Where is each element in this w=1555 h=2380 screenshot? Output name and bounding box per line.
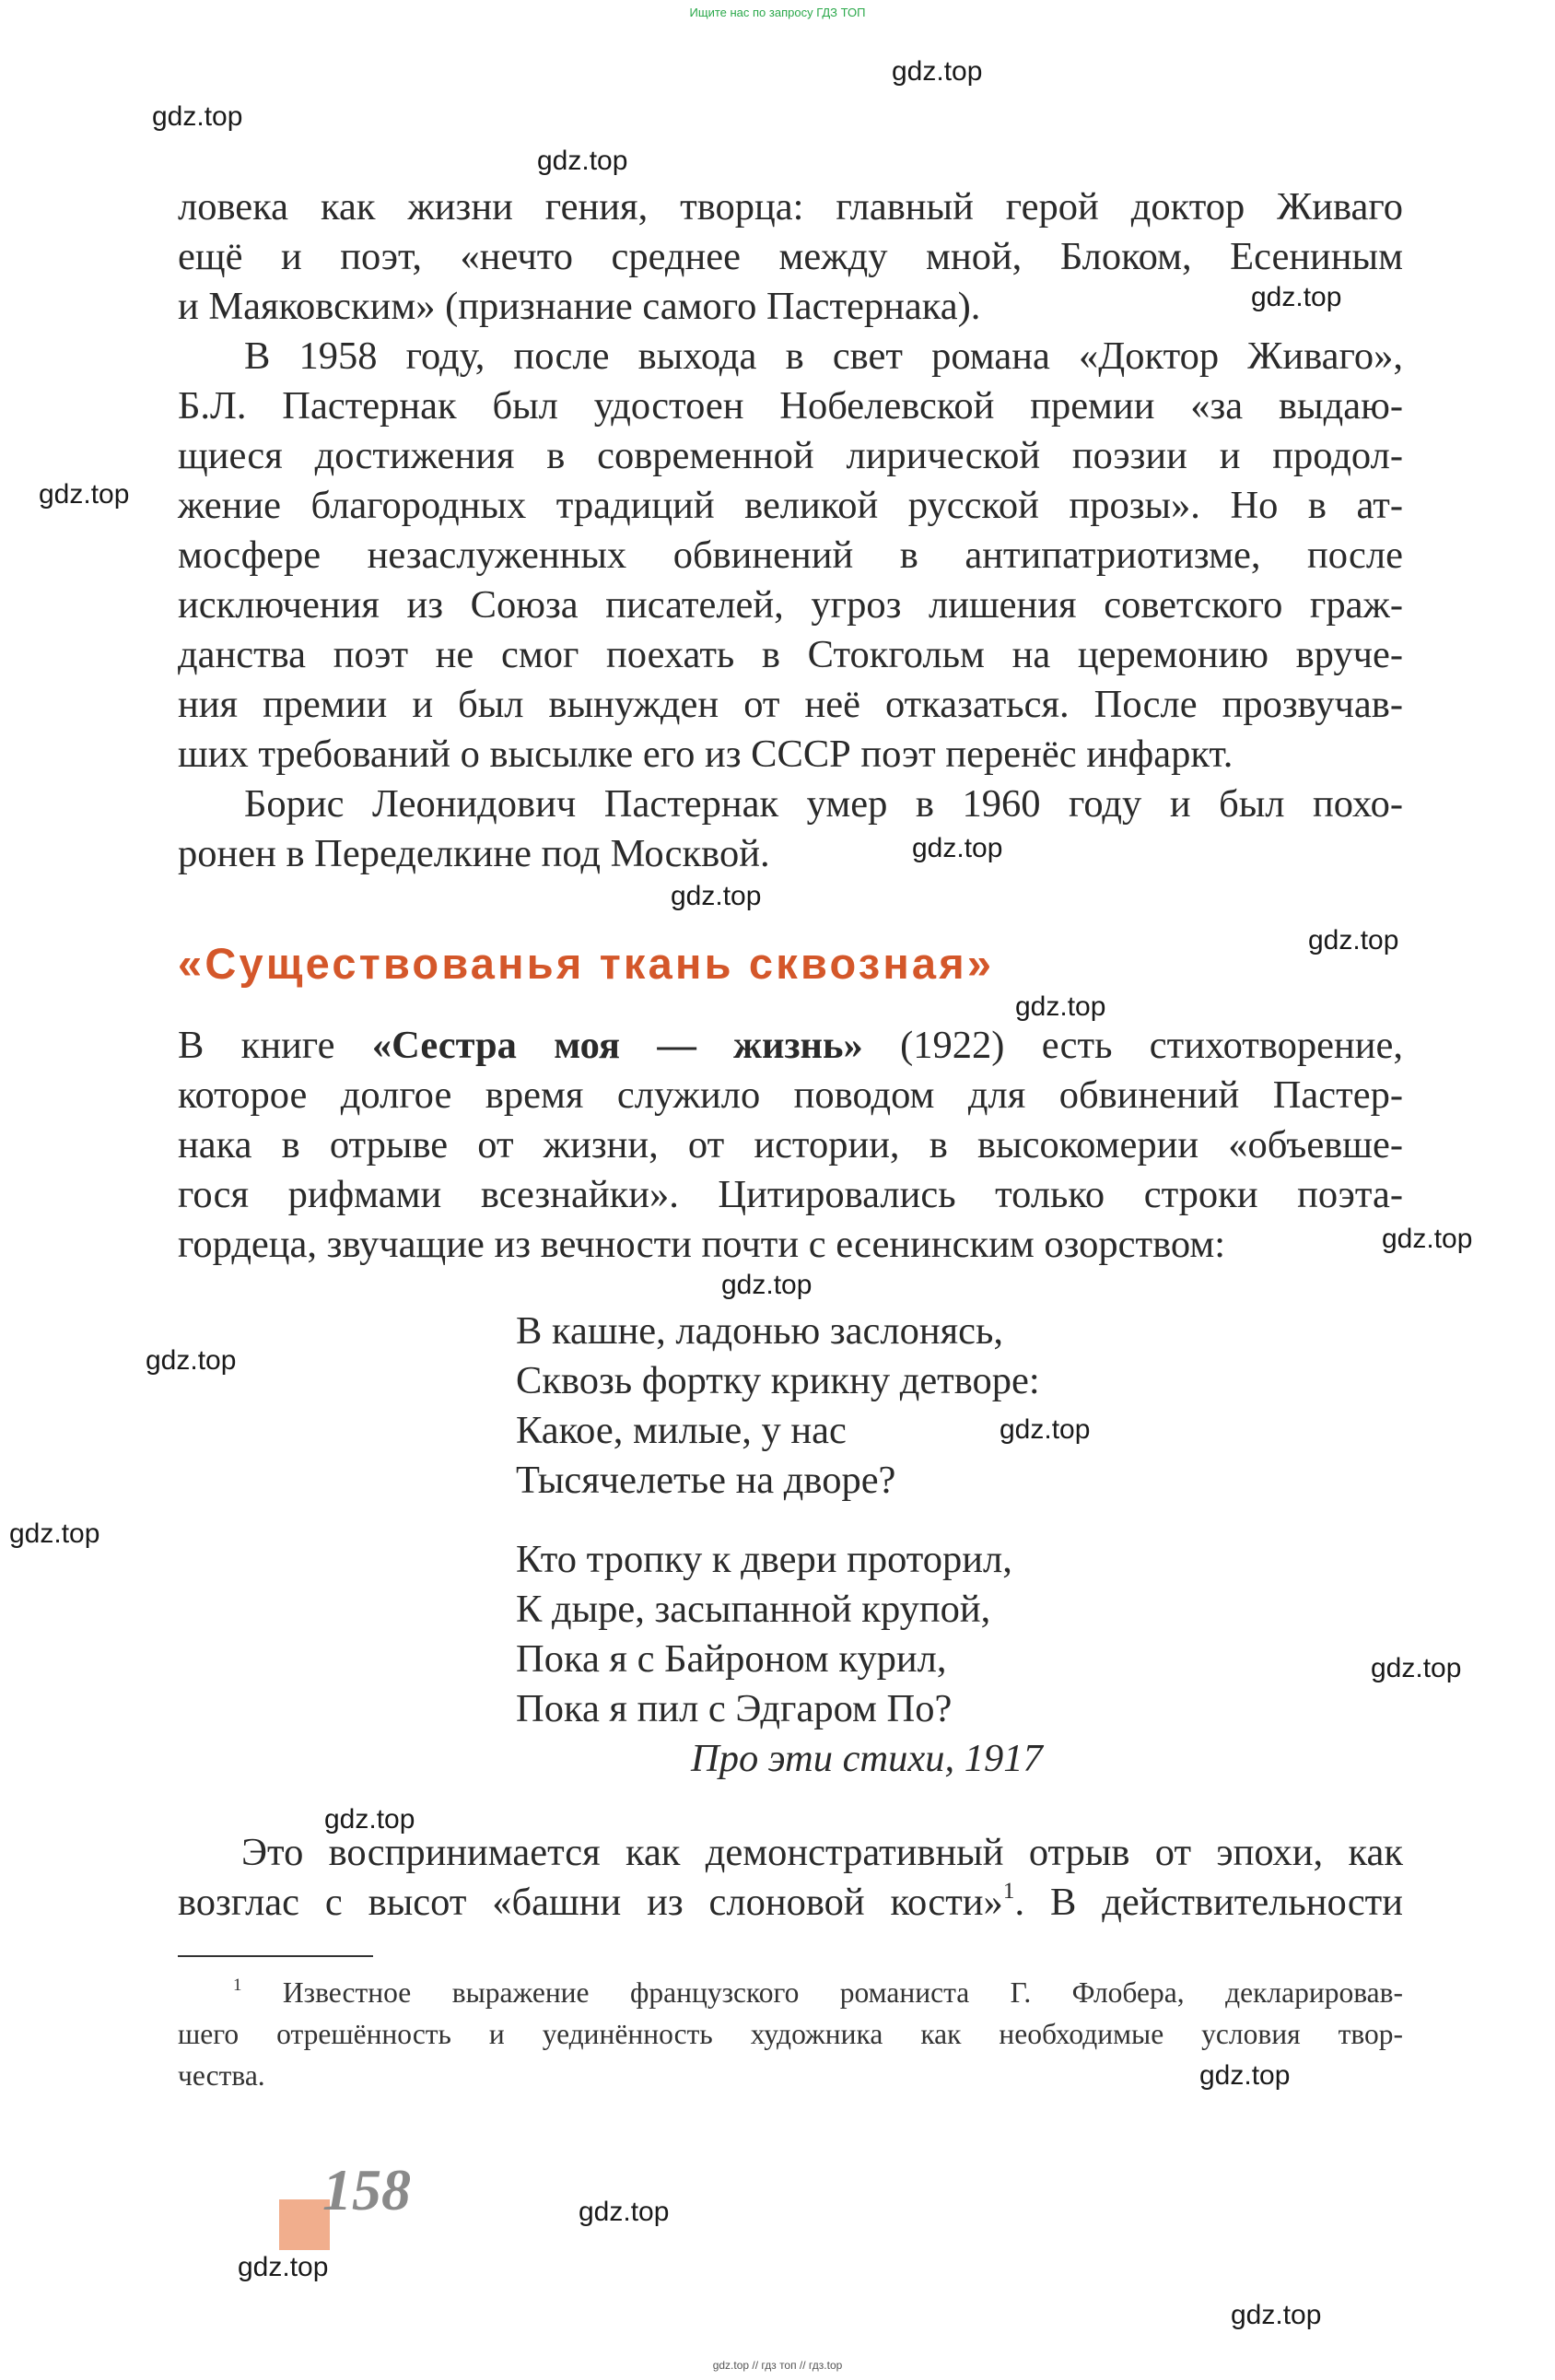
section-para-line <box>178 1021 1403 1071</box>
poem-line: Какое, милые, у нас <box>516 1409 847 1452</box>
watermark: gdz.top <box>9 1518 100 1549</box>
body-line: Б.Л. Пастернак был удостоен Нобелевской премии «за выдаю- <box>178 384 1403 428</box>
watermark: gdz.top <box>1199 2060 1291 2091</box>
section-para-line: гордеца, звучащие из вечности почти с есенинским озорством: <box>178 1223 1226 1266</box>
footnote-marker: 1 <box>233 1975 242 1995</box>
watermark: gdz.top <box>671 881 762 911</box>
body-line: исключения из Союза писателей, угроз лишения советского граж- <box>178 583 1403 627</box>
para-text: (1922) есть стихотворение, <box>862 1024 1403 1067</box>
closing-line: Это воспринимается как демонстративный отрыв от эпохи, как <box>241 1831 1403 1874</box>
watermark: gdz.top <box>537 146 628 176</box>
footnote-line: шего отрешённость и уединённость художника как необходимые условия твор- <box>178 2018 1403 2050</box>
footnote-line: чества. <box>178 2059 265 2092</box>
poem-signature: Про эти стихи, 1917 <box>691 1737 1043 1780</box>
top-note: Ищите нас по запросу ГДЗ ТОП <box>689 6 866 19</box>
watermark: gdz.top <box>1382 1224 1473 1254</box>
body-line: Борис Леонидович Пастернак умер в 1960 году и был похо- <box>244 782 1403 826</box>
poem-line: Кто тропку к двери проторил, <box>516 1538 1012 1581</box>
poem-line: Сквозь фортку крикну детворе: <box>516 1359 1040 1402</box>
section-heading: «Существованья ткань сквозная» <box>178 939 995 988</box>
closing-text: . В действительности <box>1014 1881 1404 1924</box>
body-line: В 1958 году, после выхода в свет романа «Доктор Живаго», <box>244 334 1403 378</box>
section-para-line: которое долгое время служило поводом для обвинений Пастер- <box>178 1073 1403 1117</box>
footnote-divider <box>178 1955 373 1957</box>
section-para-line: нака в отрыве от жизни, от истории, в высокомерии «объевше- <box>178 1123 1403 1167</box>
bottom-note: gdz.top // гдз топ // гдз.top <box>712 2359 843 2372</box>
footnote-line <box>233 1972 1403 2013</box>
watermark: gdz.top <box>324 1804 415 1835</box>
footnote-text: Известное выражение французского романиста Г. Флобера, декларировав- <box>241 1976 1403 2009</box>
body-line: жение благородных традиций великой русской прозы». Но в ат- <box>178 484 1403 527</box>
poem-line: В кашне, ладонью заслонясь, <box>516 1309 1004 1353</box>
poem-line: Пока я пил с Эдгаром По? <box>516 1687 953 1730</box>
watermark: gdz.top <box>912 833 1003 863</box>
watermark: gdz.top <box>152 101 243 132</box>
body-line: и Маяковским» (признание самого Пастернака). <box>178 285 981 328</box>
book-title: «Сестра моя — жизнь» <box>371 1024 863 1067</box>
watermark: gdz.top <box>892 56 983 87</box>
section-para-line: гося рифмами всезнайки». Цитировались только строки поэта- <box>178 1173 1403 1216</box>
body-line: ших требований о высылке его из СССР поэт перенёс инфаркт. <box>178 733 1233 776</box>
para-text: В книге <box>178 1024 372 1067</box>
body-line: ронен в Переделкине под Москвой. <box>178 832 770 875</box>
watermark: gdz.top <box>1251 282 1342 312</box>
poem-line: К дыре, засыпанной крупой, <box>516 1588 991 1631</box>
body-line: щиеся достижения в современной лирической поэзии и продол- <box>178 434 1403 477</box>
watermark: gdz.top <box>1000 1414 1091 1445</box>
poem-line: Тысячелетье на дворе? <box>516 1459 896 1502</box>
watermark: gdz.top <box>238 2252 329 2282</box>
body-line: ния премии и был вынужден от неё отказаться. После прозвучав- <box>178 683 1403 726</box>
watermark: gdz.top <box>1308 925 1399 956</box>
watermark: gdz.top <box>39 479 130 510</box>
poem-line: Пока я с Байроном курил, <box>516 1637 947 1681</box>
body-line: данства поэт не смог поехать в Стокгольм на церемонию вруче- <box>178 633 1403 676</box>
body-line: ещё и поэт, «нечто среднее между мной, Блоком, Есениным <box>178 235 1403 278</box>
watermark: gdz.top <box>1015 991 1106 1022</box>
closing-text: возглас с высот «башни из слоновой кости» <box>178 1881 1003 1924</box>
watermark: gdz.top <box>146 1345 237 1376</box>
body-line: ловека как жизни гения, творца: главный герой доктор Живаго <box>178 185 1403 229</box>
watermark: gdz.top <box>579 2197 670 2227</box>
footnote-ref: 1 <box>1002 1877 1015 1905</box>
body-line: мосфере незаслуженных обвинений в антипатриотизме, после <box>178 533 1403 577</box>
watermark: gdz.top <box>1231 2300 1322 2330</box>
watermark: gdz.top <box>1371 1653 1462 1683</box>
page-number: 158 <box>322 2157 411 2222</box>
closing-line <box>178 1878 1403 1928</box>
watermark: gdz.top <box>721 1270 813 1300</box>
